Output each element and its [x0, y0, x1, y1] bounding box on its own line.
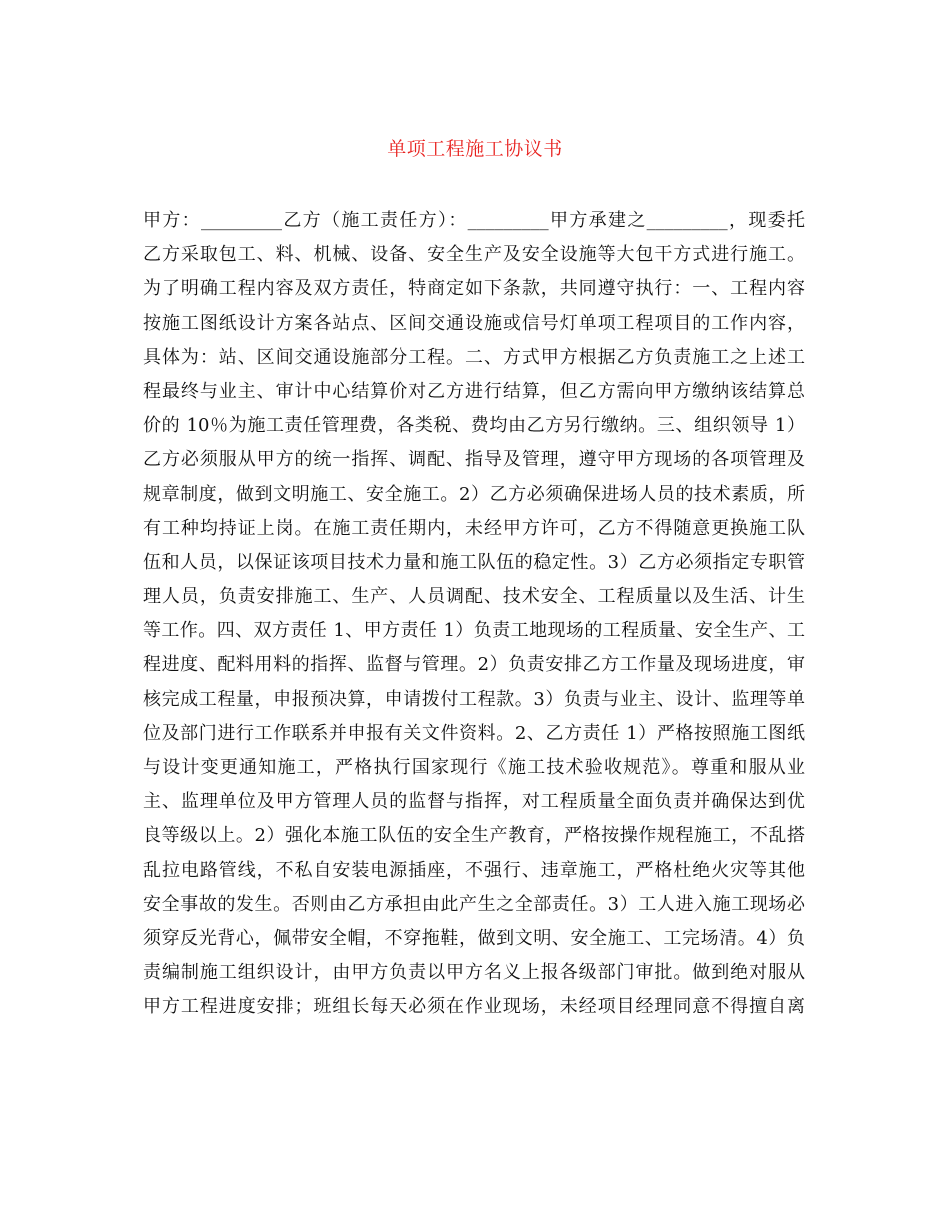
document-body: [143, 204, 805, 1025]
body-line: 有工种均持证上岗。在施工责任期内，未经甲方许可，乙方不得随意更换施工队: [143, 517, 805, 539]
document-title: 单项工程施工协议书: [387, 138, 563, 160]
body-line: 价的 10％为施工责任管理费，各类税、费均由乙方另行缴纳。三、组织领导 1）: [143, 415, 805, 437]
body-line: 位及部门进行工作联系并申报有关文件资料。2、乙方责任 1）严格按照施工图纸: [143, 722, 805, 744]
body-line: 责编制施工组织设计，由甲方负责以甲方名义上报各级部门审批。做到绝对服从: [143, 962, 805, 984]
body-line: 乙方必须服从甲方的统一指挥、调配、指导及管理，遵守甲方现场的各项管理及: [143, 449, 805, 471]
body-line: 安全事故的发生。否则由乙方承担由此产生之全部责任。3）工人进入施工现场必: [143, 893, 805, 915]
body-line: 规章制度，做到文明施工、安全施工。2）乙方必须确保进场人员的技术素质，所: [143, 483, 805, 505]
body-line: 伍和人员，以保证该项目技术力量和施工队伍的稳定性。3）乙方必须指定专职管: [143, 551, 805, 573]
body-line: 按施工图纸设计方案各站点、区间交通设施或信号灯单项工程项目的工作内容，: [143, 312, 805, 334]
body-line: 甲方工程进度安排；班组长每天必须在作业现场，未经项目经理同意不得擅自离: [143, 996, 805, 1018]
body-line: 具体为：站、区间交通设施部分工程。二、方式甲方根据乙方负责施工之上述工: [143, 346, 805, 368]
body-line: 为了明确工程内容及双方责任，特商定如下条款，共同遵守执行：一、工程内容: [143, 278, 805, 300]
body-line: 主、监理单位及甲方管理人员的监督与指挥，对工程质量全面负责并确保达到优: [143, 791, 805, 813]
body-line: 乱拉电路管线，不私自安装电源插座，不强行、违章施工，严格杜绝火灾等其他: [143, 859, 805, 881]
body-line: 甲方：_________乙方（施工责任方）：_________甲方承建之_________，现委托: [143, 210, 805, 231]
body-line: 理人员，负责安排施工、生产、人员调配、技术安全、工程质量以及生活、计生: [143, 586, 805, 608]
body-line: 核完成工程量，申报预决算，申请拨付工程款。3）负责与业主、设计、监理等单: [143, 688, 805, 710]
body-line: 等工作。四、双方责任 1、甲方责任 1）负责工地现场的工程质量、安全生产、工: [143, 620, 805, 642]
body-line: 程最终与业主、审计中心结算价对乙方进行结算，但乙方需向甲方缴纳该结算总: [143, 380, 805, 402]
body-line: 乙方采取包工、料、机械、设备、安全生产及安全设施等大包干方式进行施工。: [143, 244, 805, 266]
body-line: 与设计变更通知施工，严格执行国家现行《施工技术验收规范》。尊重和服从业: [143, 757, 805, 778]
body-line: 程进度、配料用料的指挥、监督与管理。2）负责安排乙方工作量及现场进度，审: [143, 654, 805, 676]
body-line: 良等级以上。2）强化本施工队伍的安全生产教育，严格按操作规程施工，不乱搭: [143, 825, 805, 847]
body-line: 须穿反光背心，佩带安全帽，不穿拖鞋，做到文明、安全施工、工完场清。4）负: [143, 927, 805, 949]
